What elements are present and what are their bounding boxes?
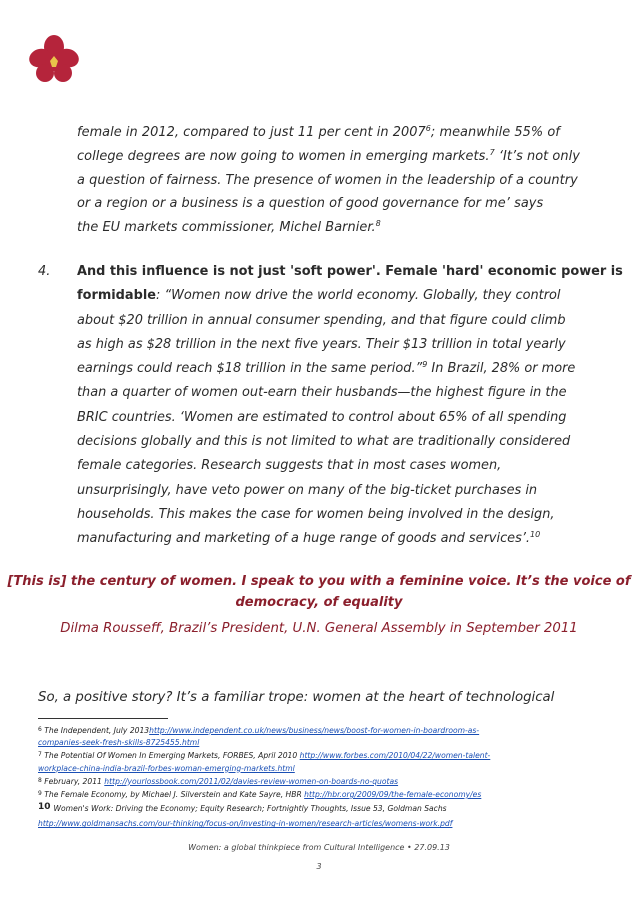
item-number: 4.: [38, 264, 51, 279]
footnote-6: $^6$ The Independent, July 2013http://www.independent.co.uk/news/business/news/boost-for-women-in-boardroom-as-: [38, 726, 480, 735]
quote-attribution: Dilma Rousseff, Brazil’s President, U.N. General Assembly in September 2011: [60, 621, 578, 636]
footnote-9: $^9$ The Female Economy, by Michael J. Silverstein and Kate Sayre, HBR http://hbr.org/2009/09/the-female-economy/es: [38, 790, 482, 800]
footnote-divider: [38, 718, 168, 719]
page-number: 3: [316, 862, 322, 871]
red-flower-logo: [28, 34, 80, 84]
paragraph-5: So, a positive story? It’s a familiar trope: women at the heart of technological: [38, 690, 555, 705]
item-content: And this influence is not just 'soft power'. Female 'hard' economic power is formidable: “Women now drive the world economy. Globally, they control about $20 trillion in annual consumer spending, and that figure could climb as high as $28 trillion in the next five years. Their $13 trillion in total yearly earnings could reach $18 trillion in the same period.”$^9$ In Brazil, 28% or more than a quarter of women out-earn their husbands—the highest figure in the BRIC countries. ‘Women are estimated to control about 65% of all spending decisions globally and this is not limited to what are traditionally considered female categories. Research suggests that in most cases women, unsurprisingly, have veto power on many of the big-ticket purchases in households. This makes the case for women being involved in the design, manufacturing and marketing of a huge range of goods and services’.$^{10}$: [77, 264, 623, 547]
footnote-8: $^8$ February, 2011 http://yourlossbook.com/2011/02/davies-review-women-on-boards-no-quotas: [38, 776, 399, 786]
footnote-7-link[interactable]: http://www.forbes.com/2010/04/22/women-talent-: [299, 751, 491, 761]
footnote-10: 10 Women's Work: Driving the Economy; Equity Research; Fortnightly Thoughts, Issue 53, Goldman Sachs: [38, 802, 447, 814]
footnote-6-link[interactable]: http://www.independent.co.uk/news/business/news/boost-for-women-in-boardroom-as-: [149, 726, 480, 735]
paragraph-continuation: female in 2012, compared to just 11 per cent in 2007$^6$; meanwhile 55% of college degrees are now going to women in emerging markets.$^7$ ‘It’s not only a question of fairness. The presence of women in the leadership of a country or a region or a business is a question of good governance for me’ says the EU markets commissioner, Michel Barnier.$^8$: [77, 124, 580, 236]
footnote-9-link[interactable]: http://hbr.org/2009/09/the-female-economy/es: [304, 790, 482, 800]
page-footer: Women: a global thinkpiece from Cultural Intelligence • 27.09.13: [188, 843, 450, 852]
footnote-10-link[interactable]: http://www.goldmansachs.com/our-thinking/focus-on/investing-in-women/research-articles/womens-work.pdf: [38, 819, 453, 829]
footnote-7-link-cont[interactable]: workplace-china-india-brazil-forbes-woman-emerging-markets.html: [38, 763, 295, 773]
footnote-7: $^7$ The Potential Of Women In Emerging Markets, FORBES, April 2010 http://www.forbes.com/2010/04/22/women-talent-: [38, 751, 491, 761]
footnotes: [38, 724, 598, 831]
footnote-8-link[interactable]: http://yourlossbook.com/2011/02/davies-review-women-on-boards-no-quotas: [104, 776, 399, 786]
quote-line-2: democracy, of equality: [235, 595, 403, 610]
quote-line-1: [This is] the century of women. I speak to you with a feminine voice. It’s the voice of: [7, 574, 631, 589]
footnote-6-link-cont[interactable]: companies-seek-fresh-skills-8725455.html: [38, 738, 200, 748]
pull-quote: [0, 571, 638, 641]
